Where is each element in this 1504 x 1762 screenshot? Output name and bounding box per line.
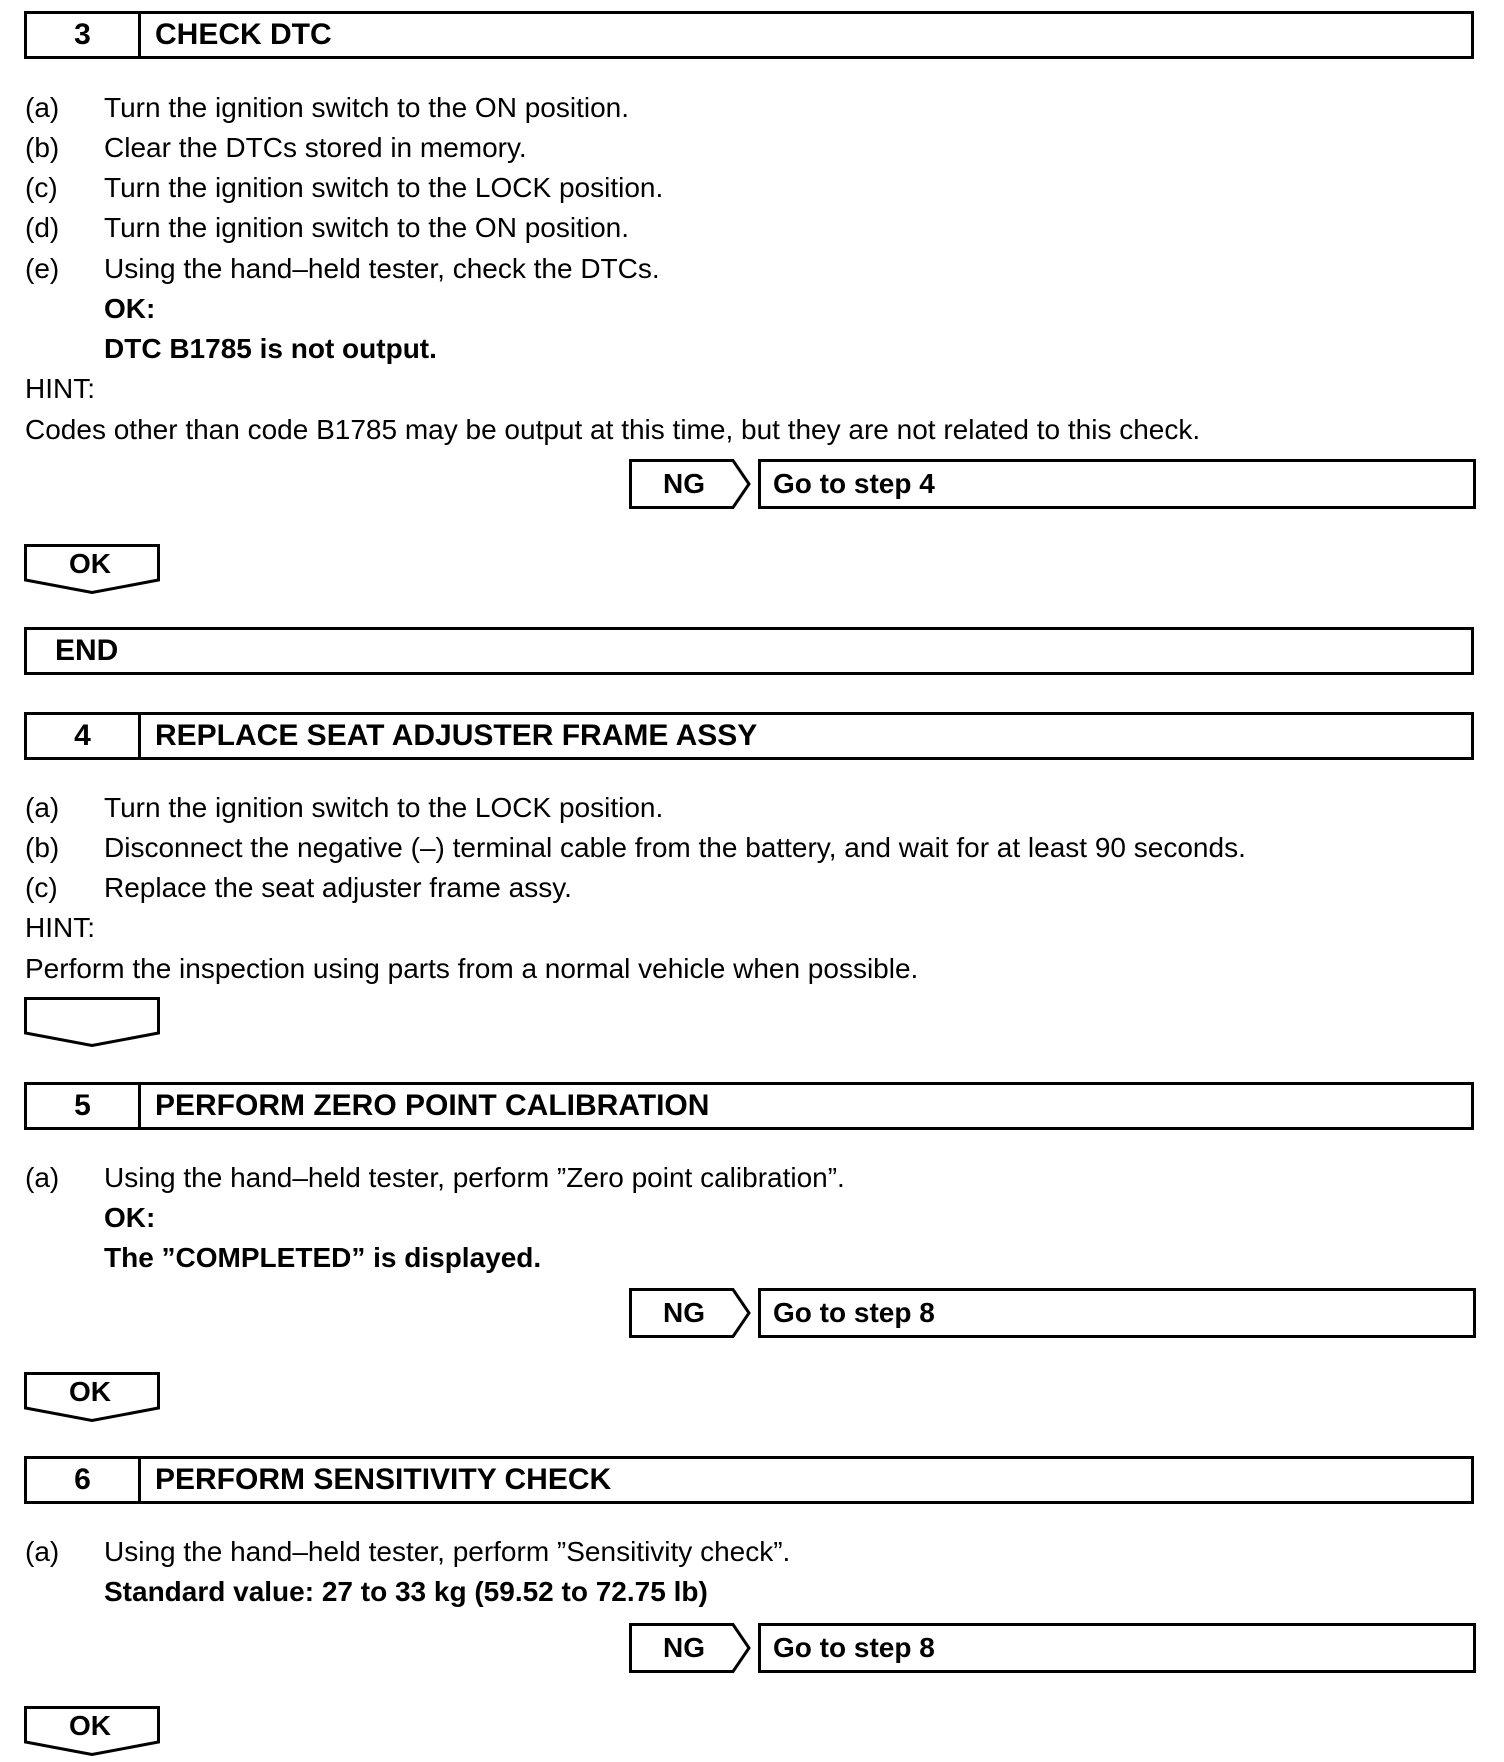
goto-step-8-box[interactable] xyxy=(758,1288,1476,1338)
item-label: (a) xyxy=(25,1536,60,1567)
goto-target: Go to step 8 xyxy=(773,1632,935,1663)
ok-condition: DTC B1785 is not output. xyxy=(104,333,437,364)
step-6-header xyxy=(24,1456,1474,1504)
ok-branch-arrow[interactable] xyxy=(24,1706,162,1756)
ok-branch-arrow[interactable] xyxy=(24,544,162,594)
hint-text: Codes other than code B1785 may be output at this time, but they are not related to this check. xyxy=(25,414,1201,445)
ok-arrow-label: OK xyxy=(69,1710,111,1741)
continue-arrow[interactable] xyxy=(24,997,162,1047)
item-text: Replace the seat adjuster frame assy. xyxy=(104,872,572,903)
step-title: CHECK DTC xyxy=(155,18,332,51)
step-title: PERFORM SENSITIVITY CHECK xyxy=(155,1463,612,1496)
ok-branch-arrow[interactable] xyxy=(24,1372,162,1422)
step-number: 3 xyxy=(27,14,141,56)
item-text: Turn the ignition switch to the ON position. xyxy=(104,92,629,123)
ok-label: OK: xyxy=(104,1202,156,1233)
hint-text: Perform the inspection using parts from a normal vehicle when possible. xyxy=(25,953,919,984)
item-text: Clear the DTCs stored in memory. xyxy=(104,132,527,163)
ng-branch-arrow[interactable] xyxy=(629,1623,753,1673)
step-number: 6 xyxy=(27,1459,141,1501)
goto-target: Go to step 4 xyxy=(773,468,935,499)
ok-label: OK: xyxy=(104,293,156,324)
item-text: Using the hand–held tester, perform ”Sensitivity check”. xyxy=(104,1536,791,1567)
ok-arrow-label: OK xyxy=(69,1376,111,1407)
goto-step-4-box[interactable] xyxy=(758,459,1476,509)
ng-label: NG xyxy=(663,1632,705,1663)
item-label: (e) xyxy=(25,253,60,284)
step-4-header xyxy=(24,712,1474,760)
end-label: END xyxy=(55,634,119,667)
item-text: Disconnect the negative (–) terminal cable from the battery, and wait for at least 90 seconds. xyxy=(104,832,1246,863)
end-box xyxy=(24,627,1474,675)
item-label: (d) xyxy=(25,212,60,243)
item-text: Turn the ignition switch to the LOCK position. xyxy=(104,792,664,823)
item-label: (a) xyxy=(25,92,60,123)
item-text: Turn the ignition switch to the ON position. xyxy=(104,212,629,243)
ok-arrow-label: OK xyxy=(69,548,111,579)
item-text: Using the hand–held tester, check the DTCs. xyxy=(104,253,660,284)
step-number: 4 xyxy=(27,715,141,757)
down-arrow-icon xyxy=(24,997,162,1047)
step-5-header xyxy=(24,1082,1474,1130)
goto-target: Go to step 8 xyxy=(773,1297,935,1328)
item-label: (c) xyxy=(25,872,58,903)
item-label: (c) xyxy=(25,172,58,203)
hint-label: HINT: xyxy=(25,373,95,404)
item-label: (b) xyxy=(25,832,60,863)
step-number: 5 xyxy=(27,1085,141,1127)
hint-label: HINT: xyxy=(25,912,95,943)
step-title: PERFORM ZERO POINT CALIBRATION xyxy=(155,1089,710,1122)
ng-branch-arrow[interactable] xyxy=(629,459,753,509)
item-text: Turn the ignition switch to the LOCK position. xyxy=(104,172,664,203)
item-text: Using the hand–held tester, perform ”Zero point calibration”. xyxy=(104,1162,845,1193)
item-label: (a) xyxy=(25,792,60,823)
ok-condition: The ”COMPLETED” is displayed. xyxy=(104,1242,542,1273)
step-title: REPLACE SEAT ADJUSTER FRAME ASSY xyxy=(155,719,758,752)
ng-label: NG xyxy=(663,468,705,499)
step-3-header xyxy=(24,11,1474,59)
ng-branch-arrow[interactable] xyxy=(629,1288,753,1338)
standard-value: Standard value: 27 to 33 kg (59.52 to 72.75 lb) xyxy=(104,1576,708,1607)
ng-label: NG xyxy=(663,1297,705,1328)
item-label: (b) xyxy=(25,132,60,163)
item-label: (a) xyxy=(25,1162,60,1193)
goto-step-8-box[interactable] xyxy=(758,1623,1476,1673)
